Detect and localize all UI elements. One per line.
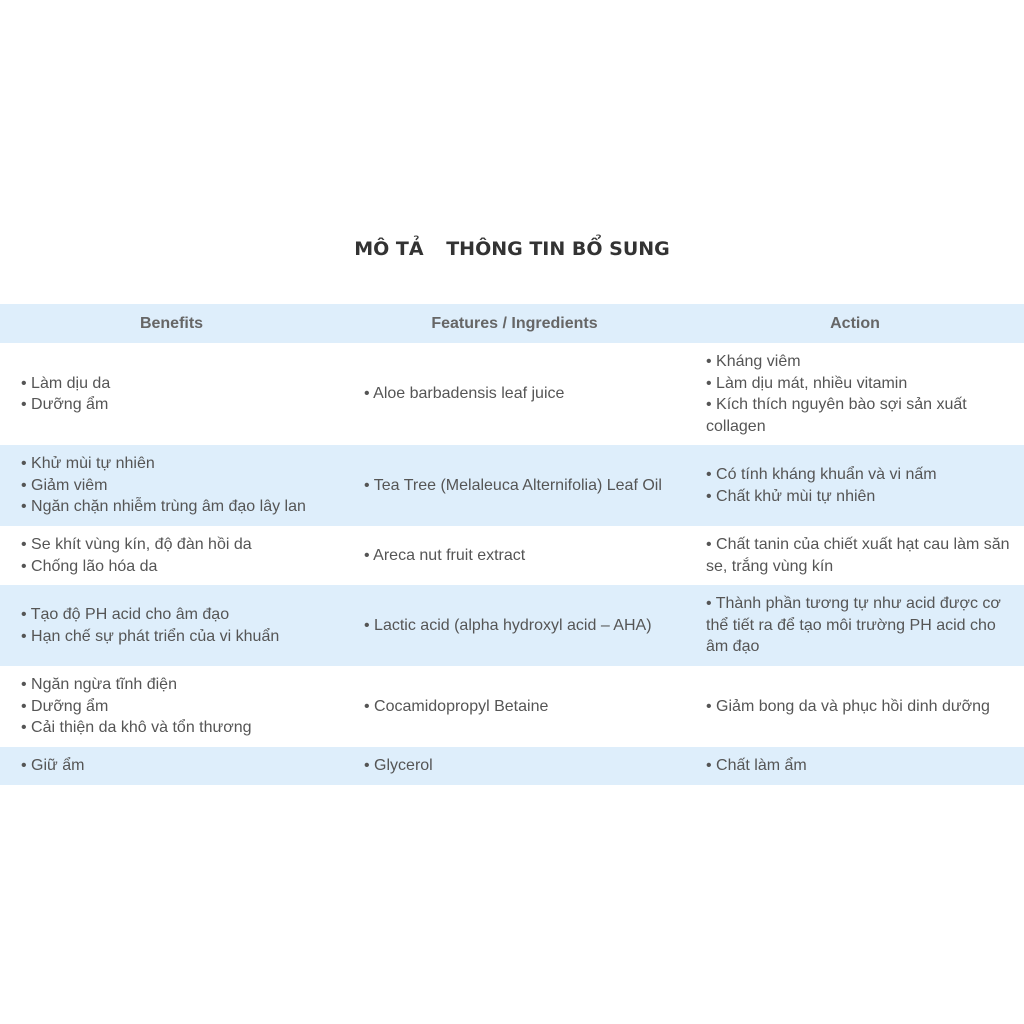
benefit-item: • Giữ ẩm bbox=[21, 757, 85, 775]
benefit-item: • Ngăn ngừa tĩnh điện bbox=[21, 676, 177, 694]
benefits-cell bbox=[0, 343, 343, 445]
benefits-cell bbox=[0, 526, 343, 585]
benefit-item: • Khử mùi tự nhiên bbox=[21, 455, 155, 473]
feature-item: • Cocamidopropyl Betaine bbox=[364, 697, 549, 715]
features-cell bbox=[343, 343, 686, 445]
table-row bbox=[0, 585, 1024, 666]
feature-item: • Tea Tree (Melaleuca Alternifolia) Leaf Oil bbox=[364, 476, 662, 494]
action-item: • Chất làm ẩm bbox=[706, 757, 807, 775]
ingredients-table-container bbox=[0, 304, 1024, 785]
table-row bbox=[0, 343, 1024, 445]
benefits-cell bbox=[0, 445, 343, 526]
table-row bbox=[0, 445, 1024, 526]
table-row bbox=[0, 526, 1024, 585]
tab-additional-info[interactable]: THÔNG TIN BỔ SUNG bbox=[446, 238, 670, 260]
feature-item: • Lactic acid (alpha hydroxyl acid – AHA) bbox=[364, 616, 652, 634]
ingredients-table bbox=[0, 304, 1024, 785]
table-row bbox=[0, 747, 1024, 785]
action-cell bbox=[686, 343, 1024, 445]
action-cell bbox=[686, 585, 1024, 666]
benefits-cell bbox=[0, 747, 343, 785]
benefit-item: • Hạn chế sự phát triển của vi khuẩn bbox=[21, 627, 280, 645]
benefit-item: • Cải thiện da khô và tổn thương bbox=[21, 719, 252, 737]
action-item: • Kích thích nguyên bào sợi sản xuất collagen bbox=[706, 396, 967, 435]
action-item: • Làm dịu mát, nhiều vitamin bbox=[706, 374, 908, 392]
benefit-item: • Ngăn chặn nhiễm trùng âm đạo lây lan bbox=[21, 498, 306, 516]
header-benefits: Benefits bbox=[0, 304, 343, 343]
benefit-item: • Dưỡng ẩm bbox=[21, 396, 109, 413]
action-cell bbox=[686, 747, 1024, 785]
benefits-cell bbox=[0, 585, 343, 666]
action-item: • Kháng viêm bbox=[706, 353, 801, 370]
features-cell bbox=[343, 445, 686, 526]
features-cell bbox=[343, 526, 686, 585]
benefit-item: • Chống lão hóa da bbox=[21, 557, 158, 575]
tab-bar bbox=[0, 238, 1024, 260]
action-cell bbox=[686, 526, 1024, 585]
header-action: Action bbox=[686, 304, 1024, 343]
action-item: • Thành phần tương tự như acid được cơ thể tiết ra để tạo môi trường PH acid cho âm đạo bbox=[706, 595, 1001, 656]
benefit-item: • Giảm viêm bbox=[21, 476, 108, 494]
feature-item: • Areca nut fruit extract bbox=[364, 546, 526, 564]
feature-item: • Aloe barbadensis leaf juice bbox=[364, 385, 565, 403]
action-item: • Giảm bong da và phục hồi dinh dưỡng bbox=[706, 697, 990, 715]
action-item: • Có tính kháng khuẩn và vi nấm bbox=[706, 466, 937, 483]
tab-description[interactable]: MÔ TẢ bbox=[354, 238, 424, 260]
table-header-row bbox=[0, 304, 1024, 343]
benefit-item: • Dưỡng ẩm bbox=[21, 697, 109, 715]
benefit-item: • Làm dịu da bbox=[21, 374, 111, 392]
features-cell bbox=[343, 747, 686, 785]
features-cell bbox=[343, 585, 686, 666]
feature-item: • Glycerol bbox=[364, 757, 433, 775]
benefits-cell bbox=[0, 666, 343, 747]
benefit-item: • Se khít vùng kín, độ đàn hồi da bbox=[21, 536, 252, 553]
action-cell bbox=[686, 445, 1024, 526]
action-item: • Chất tanin của chiết xuất hạt cau làm săn se, trắng vùng kín bbox=[706, 536, 1010, 575]
benefit-item: • Tạo độ PH acid cho âm đạo bbox=[21, 606, 230, 623]
features-cell bbox=[343, 666, 686, 747]
action-cell bbox=[686, 666, 1024, 747]
table-row bbox=[0, 666, 1024, 747]
header-features: Features / Ingredients bbox=[343, 304, 686, 343]
action-item: • Chất khử mùi tự nhiên bbox=[706, 487, 876, 505]
